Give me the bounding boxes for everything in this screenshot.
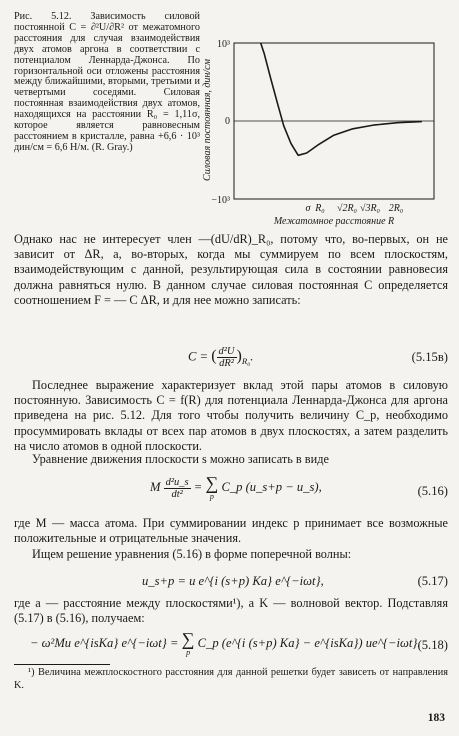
eq2-sum-index: p xyxy=(209,492,214,501)
figure-5-12 xyxy=(200,10,455,227)
paragraph-4: где M — масса атома. При суммировании индекс p принимает все возможные положительные и отрицательные значения. xyxy=(14,516,448,546)
x-axis-label: Межатомное расстояние R xyxy=(273,216,395,227)
x-tick-sqrt3-r0: √3R₀ xyxy=(359,203,381,214)
x-tick-sigma: σ xyxy=(305,203,311,214)
caption-text: Зависимость силовой постоянной C = ∂²U/∂R² от межатомного расстояния для случая взаимодействия двух атомов аргона в соответствии с потенциалом Леннарда-Джонса. По горизонтальной оси отложены расстояния между ближайшими, вторыми, третьими и четвертыми соседями. Силовая постоянная взаимодействия двух атомов, находящихся на расстоянии R₀ = 1,11σ, которое является равновесным расстоянием в кристалле, равна +6,6 · 10³ дин/см = 6,6 Н/м. (R. Gray.) xyxy=(14,11,200,153)
eq2-den: dt² xyxy=(171,488,183,500)
eq2-number: (5.16) xyxy=(417,484,448,498)
eq4-lhs: − ω²Mu e^{isKa} e^{−iωt} = xyxy=(30,635,179,650)
y-axis-label: Силовая постоянная, дин/см xyxy=(202,59,213,181)
x-tick-2r0: 2R₀ xyxy=(388,203,404,214)
eq4-rhs: C_p (e^{i (s+p) Ka} − e^{isKa}) ue^{−iωt}. xyxy=(197,635,421,650)
eq4-sum-index: p xyxy=(186,648,191,657)
footnote: ¹) Величина межплоскостного расстояния для данной решетки будет зависеть от направления K. xyxy=(14,667,448,691)
eq2-num: d²u_s xyxy=(165,476,189,488)
eq1-den: dR² xyxy=(219,358,234,369)
force-constant-curve xyxy=(261,43,422,155)
eq1-sub: R₀ xyxy=(241,355,251,366)
x-tick-r0: R₀ xyxy=(315,203,325,214)
page-number: 183 xyxy=(427,712,445,724)
eq1-lhs: C = xyxy=(188,349,209,364)
eq2-eq: = xyxy=(193,479,203,494)
equation-5-17 xyxy=(14,570,448,594)
x-tick-sqrt2-r0: √2R₀ xyxy=(336,203,358,214)
eq1-number: (5.15в) xyxy=(411,350,448,364)
eq2-rhs: C_p (u_s+p − u_s), xyxy=(221,479,322,494)
force-constant-chart xyxy=(200,10,455,227)
eq2-m: M xyxy=(150,479,161,494)
eq4-number: (5.18) xyxy=(417,638,448,652)
footnote-rule xyxy=(14,664,110,665)
y-tick-zero: 0 xyxy=(225,116,230,127)
y-tick-top: 10³ xyxy=(217,39,230,50)
eq3-formula: u_s+p = u e^{i (s+p) Ka} e^{−iωt}, xyxy=(142,574,324,588)
paragraph-6: где a — расстояние между плоскостями¹), а K — волновой вектор. Подставляя (5.17) в (5.16), получаем: xyxy=(14,596,448,626)
caption-label: Рис. 5.12. xyxy=(14,11,72,22)
figure-caption xyxy=(14,12,200,154)
paragraph-5: Ищем решение уравнения (5.16) в форме поперечной волны: xyxy=(32,547,352,561)
eq3-number: (5.17) xyxy=(417,574,448,588)
equation-5-16: M $\frac{\text{d²u\_s}}{\text{dt²}}$ = ∑ p C_p (u_s+p − u_s), (5.16) xyxy=(150,473,448,501)
paragraph-2: Последнее выражение характеризует вклад этой пары атомов в силовую постоянную. Зависимость C = f(R) для потенциала Леннарда-Джонса для аргона приведена на рис. 5.12. Для того чтобы получить величину C_p, необходимо просуммировать вклады от всех пар атомов в двух плоскостях, а затем разделить на число атомов в одной плоскости. xyxy=(14,378,448,453)
paragraph-1: Однако нас не интересует член —(dU/dR)_R₀, потому что, во-первых, он не зависит от ΔR, а, во-вторых, когда мы суммируем по всем плоскостям, взаимодействующим с данной, результирующая сила в состоянии равновесия должна равняться нулю. В данном случае силовая постоянная C определяется соотношением F = — C ΔR, и для нее можно записать: xyxy=(14,232,448,307)
eq1-num: d²U xyxy=(218,346,235,357)
x-ticks xyxy=(306,203,404,214)
equation-5-18: − ω²Mu e^{isKa} e^{−iωt} = ∑ p C_p (e^{i (s+p) Ka} − e^{isKa}) ue^{−iωt}. (5.18) xyxy=(30,629,448,657)
y-tick-bottom: −10³ xyxy=(211,195,230,206)
paragraph-3: Уравнение движения плоскости s можно записать в виде xyxy=(32,452,329,466)
equation-5-15v: C = ( $\frac{\text{d²U}}{\text{dR²}}$ )$_{R_0}$. (5.15в) xyxy=(188,346,448,369)
